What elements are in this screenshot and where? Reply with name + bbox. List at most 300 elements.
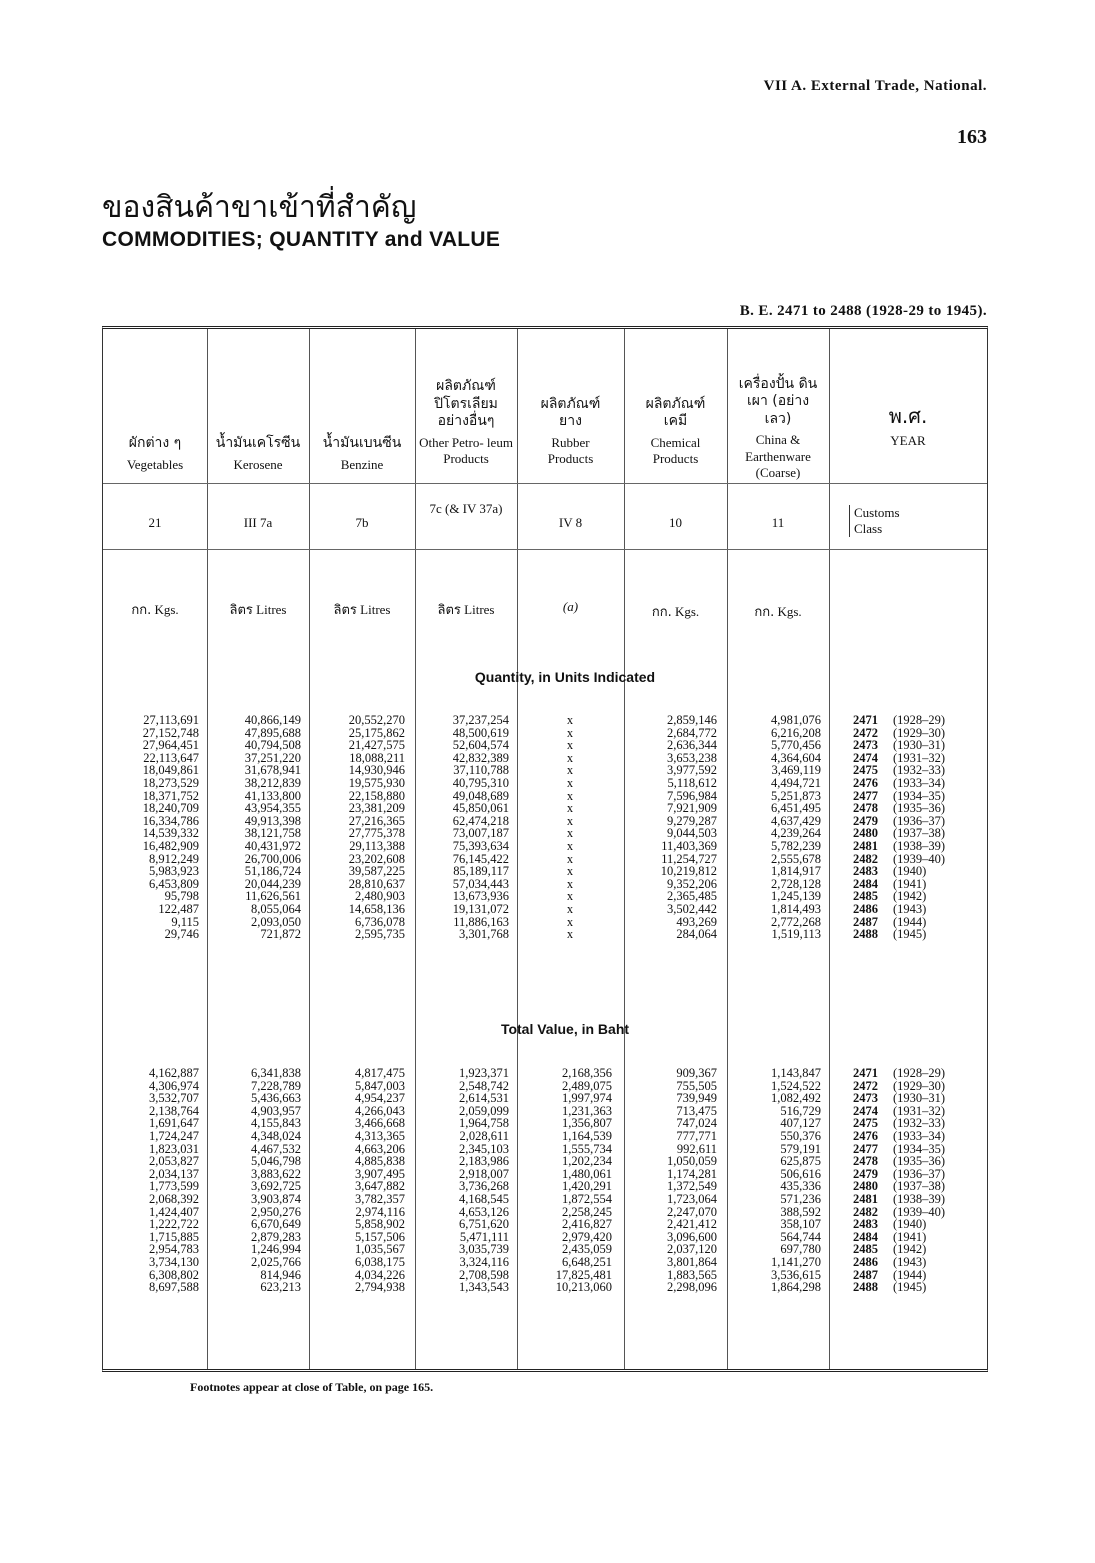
gregorian-year: (1941) <box>893 1229 927 1244</box>
year-range-note: B. E. 2471 to 2488 (1928-29 to 1945). <box>739 303 987 319</box>
table-cell: 5,847,003 <box>355 1078 405 1093</box>
table-cell: 26,700,006 <box>244 851 301 866</box>
table-cell: 6,453,809 <box>149 876 199 891</box>
table-cell: 697,780 <box>780 1242 821 1257</box>
table-cell: 3,734,130 <box>149 1254 199 1269</box>
gregorian-year: (1937–38) <box>893 826 946 841</box>
table-cell: 747,024 <box>676 1116 717 1131</box>
table-cell: 4,467,532 <box>251 1141 301 1156</box>
table-cell: 550,376 <box>780 1128 821 1143</box>
table-cell: 5,046,798 <box>251 1154 301 1169</box>
gregorian-year: (1939–40) <box>893 851 946 866</box>
value-other-petroleum-column <box>421 1067 509 1294</box>
quantity-benzine-column <box>317 714 405 941</box>
table-cell: 62,474,218 <box>452 813 509 828</box>
gregorian-year: (1944) <box>893 1267 927 1282</box>
table-cell: 41,133,800 <box>244 788 301 803</box>
table-cell: 6,038,175 <box>355 1254 405 1269</box>
buddhist-year: 2485 <box>853 1242 878 1257</box>
table-cell: 2,772,268 <box>771 914 821 929</box>
table-cell: 37,110,788 <box>453 763 509 778</box>
table-cell: 45,850,061 <box>452 801 509 816</box>
table-cell: 57,034,443 <box>452 876 509 891</box>
table-cell: 358,107 <box>780 1217 821 1232</box>
table-cell: 5,983,923 <box>149 864 199 879</box>
table-cell: 1,883,565 <box>667 1267 717 1282</box>
title-english: COMMODITIES; QUANTITY and VALUE <box>102 228 501 251</box>
table-cell: x <box>566 813 574 828</box>
table-cell: 1,143,847 <box>771 1066 821 1080</box>
gregorian-year: (1930–31) <box>893 1091 946 1106</box>
table-cell: 3,903,874 <box>251 1191 301 1206</box>
table-cell: x <box>566 788 574 803</box>
table-cell: 8,697,588 <box>149 1280 199 1295</box>
customs-class-code: III 7a <box>243 515 273 530</box>
table-cell: 9,115 <box>171 914 199 929</box>
table-cell: 4,494,721 <box>771 775 821 790</box>
table-cell: x <box>566 927 574 942</box>
column-header-english: Rubber Products <box>547 434 594 466</box>
table-cell: 5,782,239 <box>771 838 821 853</box>
column-header-kerosene <box>207 349 309 473</box>
gregorian-year: (1935–36) <box>893 801 946 816</box>
buddhist-year: 2476 <box>853 775 878 790</box>
unit-thai: ลิตร <box>229 603 253 618</box>
table-cell: 4,663,206 <box>355 1141 405 1156</box>
table-cell: 40,431,972 <box>244 838 301 853</box>
table-cell: 2,025,766 <box>251 1254 301 1269</box>
gregorian-year: (1945) <box>893 927 927 942</box>
gregorian-year: (1931–32) <box>893 750 946 765</box>
buddhist-year: 2487 <box>853 914 878 929</box>
customs-class-code: 7b <box>355 515 369 530</box>
table-cell: 27,775,378 <box>348 826 405 841</box>
gregorian-year: (1940) <box>893 1217 927 1232</box>
buddhist-year: 2485 <box>853 889 878 904</box>
table-cell: 18,273,529 <box>142 775 199 790</box>
table-cell: 3,653,238 <box>667 750 717 765</box>
table-cell: 493,269 <box>676 914 717 929</box>
table-cell: 47,895,688 <box>244 725 301 740</box>
table-cell: 6,736,078 <box>355 914 405 929</box>
column-header-english: Kerosene <box>233 456 283 472</box>
table-cell: 13,673,936 <box>452 889 509 904</box>
unit-label <box>309 599 415 620</box>
buddhist-year: 2474 <box>853 1103 878 1118</box>
table-cell: 5,858,902 <box>355 1217 405 1232</box>
table-cell: 1,231,363 <box>562 1103 612 1118</box>
column-header-english: Chemical Products <box>650 434 701 466</box>
table-cell: 4,903,957 <box>251 1103 301 1118</box>
unit-english: Kgs. <box>154 602 179 617</box>
table-cell: 3,324,116 <box>459 1254 509 1269</box>
value-kerosene-column <box>215 1067 301 1294</box>
table-cell: x <box>566 763 574 778</box>
table-cell: 2,258,245 <box>562 1204 612 1219</box>
buddhist-year: 2472 <box>853 1078 878 1093</box>
table-cell: 1,141,270 <box>771 1254 821 1269</box>
table-cell: 388,592 <box>780 1204 821 1219</box>
running-head: VII A. External Trade, National. <box>763 78 987 94</box>
column-rule <box>309 329 310 1369</box>
table-cell: x <box>566 864 574 879</box>
table-cell: 95,798 <box>164 889 199 904</box>
value-china-column <box>735 1067 821 1294</box>
gregorian-year: (1932–33) <box>893 763 946 778</box>
gregorian-year: (1931–32) <box>893 1103 946 1118</box>
column-header-thai: ผลิตภัณฑ์ เคมี <box>645 395 706 429</box>
table-cell: 4,364,604 <box>771 750 821 765</box>
table-cell: 2,954,783 <box>149 1242 199 1257</box>
gregorian-year: (1928–29) <box>893 1066 946 1080</box>
column-rule <box>517 329 518 1369</box>
table-cell: 1,222,722 <box>149 1217 199 1232</box>
column-header-rubber <box>517 343 624 467</box>
table-cell: 6,648,251 <box>562 1254 612 1269</box>
buddhist-year: 2480 <box>853 1179 878 1194</box>
table-cell: 3,532,707 <box>149 1091 199 1106</box>
table-cell: 9,044,503 <box>667 826 717 841</box>
table-cell: 435,336 <box>780 1179 821 1194</box>
table-cell: 37,251,220 <box>244 750 301 765</box>
table-cell: 1,691,647 <box>149 1116 199 1131</box>
table-cell: 4,239,264 <box>771 826 821 841</box>
table-cell: 1,164,539 <box>562 1128 612 1143</box>
table-cell: 39,587,225 <box>348 864 405 879</box>
table-cell: 2,068,392 <box>149 1191 199 1206</box>
table-cell: 1,424,407 <box>149 1204 199 1219</box>
table-cell: 10,213,060 <box>555 1280 612 1295</box>
gregorian-year: (1935–36) <box>893 1154 946 1169</box>
table-cell: 2,489,075 <box>562 1078 612 1093</box>
column-rule <box>727 329 728 1369</box>
table-cell: 73,007,187 <box>452 826 509 841</box>
table-cell: 28,810,637 <box>348 876 405 891</box>
table-cell: 2,595,735 <box>355 927 405 942</box>
buddhist-year: 2475 <box>853 763 878 778</box>
gregorian-year: (1929–30) <box>893 1078 946 1093</box>
column-header-english: China & Earthenware (Coarse) <box>745 432 811 480</box>
table-cell: 11,886,163 <box>453 914 509 929</box>
table-cell: 3,977,592 <box>667 763 717 778</box>
table-cell: 6,308,802 <box>149 1267 199 1282</box>
gregorian-year: (1942) <box>893 889 927 904</box>
table-cell: 2,365,485 <box>667 889 717 904</box>
table-cell: x <box>566 889 574 904</box>
table-cell: x <box>566 775 574 790</box>
unit-label <box>517 599 624 615</box>
table-cell: x <box>566 713 574 727</box>
buddhist-year: 2479 <box>853 1166 878 1181</box>
table-cell: 3,883,622 <box>251 1166 301 1181</box>
column-header-thai: น้ำมันเคโรซีน <box>215 435 301 452</box>
table-cell: 721,872 <box>260 927 301 942</box>
buddhist-year: 2478 <box>853 1154 878 1169</box>
table-cell: 37,237,254 <box>452 713 509 727</box>
table-cell: 27,964,451 <box>142 738 199 753</box>
column-rule <box>415 329 416 1369</box>
table-cell: 29,113,388 <box>349 838 405 853</box>
column-header-benzine <box>309 349 415 473</box>
gregorian-year: (1939–40) <box>893 1204 946 1219</box>
unit-label <box>103 599 207 620</box>
table-cell: 17,825,481 <box>555 1267 612 1282</box>
table-cell: 2,879,283 <box>251 1229 301 1244</box>
table-cell: 27,113,691 <box>143 713 199 727</box>
table-cell: 2,435,059 <box>562 1242 612 1257</box>
table-cell: 2,480,903 <box>355 889 405 904</box>
table-cell: 9,279,287 <box>667 813 717 828</box>
column-header-english: Vegetables <box>126 456 184 472</box>
gregorian-year: (1933–34) <box>893 775 946 790</box>
table-cell: 52,604,574 <box>452 738 509 753</box>
table-cell: 755,505 <box>676 1078 717 1093</box>
table-cell: x <box>566 826 574 841</box>
unit-thai: กก. <box>754 605 775 620</box>
unit-english: Litres <box>464 602 495 617</box>
table-cell: 49,913,398 <box>244 813 301 828</box>
table-cell: 713,475 <box>676 1103 717 1118</box>
table-cell: 40,794,508 <box>244 738 301 753</box>
table-cell: 1,864,298 <box>771 1280 821 1295</box>
table-cell: 2,979,420 <box>562 1229 612 1244</box>
table-cell: 38,212,839 <box>244 775 301 790</box>
buddhist-year: 2471 <box>853 713 878 727</box>
unit-thai: ลิตร <box>333 603 357 618</box>
column-header-thai: ผลิตภัณฑ์ ปิโตรเลียม อย่างอื่นๆ <box>434 378 498 429</box>
table-cell: 5,157,506 <box>355 1229 405 1244</box>
table-cell: 1,823,031 <box>149 1141 199 1156</box>
table-cell: 4,954,237 <box>355 1091 405 1106</box>
table-cell: 2,421,412 <box>667 1217 717 1232</box>
table-cell: 10,219,812 <box>660 864 717 879</box>
table-cell: x <box>566 838 574 853</box>
table-cell: 1,923,371 <box>459 1066 509 1080</box>
column-header-vegetables <box>103 349 207 473</box>
buddhist-year: 2484 <box>853 1229 878 1244</box>
table-cell: 2,053,827 <box>149 1154 199 1169</box>
buddhist-year: 2482 <box>853 851 878 866</box>
table-cell: 18,088,211 <box>349 750 405 765</box>
quantity-kerosene-column <box>215 714 301 941</box>
table-cell: 1,174,281 <box>667 1166 717 1181</box>
table-cell: 23,381,209 <box>348 801 405 816</box>
table-cell: 1,356,807 <box>562 1116 612 1131</box>
table-cell: x <box>566 876 574 891</box>
table-cell: 1,480,061 <box>562 1166 612 1181</box>
table-cell: 1,872,554 <box>562 1191 612 1206</box>
table-cell: 40,866,149 <box>244 713 301 727</box>
gregorian-year: (1934–35) <box>893 788 946 803</box>
buddhist-year: 2477 <box>853 788 878 803</box>
table-cell: 3,035,739 <box>459 1242 509 1257</box>
table-cell: 2,548,742 <box>459 1078 509 1093</box>
gregorian-year: (1937–38) <box>893 1179 946 1194</box>
column-header-thai: ผักต่าง ๆ <box>128 435 182 452</box>
table-cell: 4,637,429 <box>771 813 821 828</box>
table-cell: 3,782,357 <box>355 1191 405 1206</box>
column-rule <box>624 329 625 1369</box>
table-cell: 19,575,930 <box>348 775 405 790</box>
table-cell: 14,658,136 <box>348 901 405 916</box>
table-cell: 564,744 <box>780 1229 821 1244</box>
table-cell: 5,770,456 <box>771 738 821 753</box>
table-cell: 571,236 <box>780 1191 821 1206</box>
table-cell: 623,213 <box>260 1280 301 1295</box>
buddhist-year: 2486 <box>853 1254 878 1269</box>
table-cell: 1,246,994 <box>251 1242 301 1257</box>
table-cell: 284,064 <box>676 927 717 942</box>
table-cell: 2,859,146 <box>667 713 717 727</box>
column-header-other-petroleum <box>415 343 517 467</box>
table-cell: 27,216,365 <box>348 813 405 828</box>
buddhist-year: 2480 <box>853 826 878 841</box>
table-cell: 11,254,727 <box>661 851 717 866</box>
customs-class-code: 21 <box>148 515 162 530</box>
table-cell: 2,974,116 <box>355 1204 405 1219</box>
table-cell: 2,183,986 <box>459 1154 509 1169</box>
unit-thai: ลิตร <box>437 603 461 618</box>
customs-class-label: Customs Class <box>849 505 924 537</box>
table-cell: 1,524,522 <box>771 1078 821 1093</box>
value-vegetables-column <box>111 1067 199 1294</box>
quantity-vegetables-column <box>111 714 199 941</box>
column-header-english: YEAR <box>890 432 926 448</box>
table-cell: 1,723,064 <box>667 1191 717 1206</box>
unit-label <box>415 599 517 620</box>
column-header-china-earthenware <box>727 337 829 481</box>
column-header-year <box>829 349 987 449</box>
table-cell: 2,028,611 <box>459 1128 509 1143</box>
table-cell: 814,946 <box>260 1267 301 1282</box>
table-cell: 2,950,276 <box>251 1204 301 1219</box>
table-cell: 2,093,050 <box>251 914 301 929</box>
unit-english: Litres <box>256 602 287 617</box>
column-header-thai: น้ำมันเบนซีน <box>322 435 402 452</box>
unit-english: Kgs. <box>674 604 700 619</box>
table-cell: 4,653,126 <box>459 1204 509 1219</box>
table-cell: 4,313,365 <box>355 1128 405 1143</box>
value-rubber-column <box>524 1067 612 1294</box>
gregorian-year: (1930–31) <box>893 738 946 753</box>
customs-class-code: 10 <box>669 515 682 530</box>
table-cell: 5,436,663 <box>251 1091 301 1106</box>
table-cell: x <box>566 851 574 866</box>
table-cell: 3,536,615 <box>771 1267 821 1282</box>
column-rule <box>207 329 208 1369</box>
table-cell: x <box>566 914 574 929</box>
table-cell: 40,795,310 <box>452 775 509 790</box>
table-cell: 516,729 <box>780 1103 821 1118</box>
table-cell: 1,964,758 <box>459 1116 509 1131</box>
table-cell: 9,352,206 <box>667 876 717 891</box>
table-cell: 1,050,059 <box>667 1154 717 1169</box>
table-cell: 1,724,247 <box>149 1128 199 1143</box>
table-cell: 2,059,099 <box>459 1103 509 1118</box>
table-cell: 4,155,843 <box>251 1116 301 1131</box>
table-cell: 16,482,909 <box>142 838 199 853</box>
buddhist-year: 2481 <box>853 1191 878 1206</box>
column-header-thai: ผลิตภัณฑ์ ยาง <box>540 395 601 429</box>
buddhist-year: 2481 <box>853 838 878 853</box>
table-cell: 1,715,885 <box>149 1229 199 1244</box>
customs-class-code: 7c (& IV 37a) <box>429 501 503 516</box>
column-header-chemical <box>624 343 727 467</box>
gregorian-year: (1940) <box>893 864 927 879</box>
gregorian-year: (1933–34) <box>893 1128 946 1143</box>
column-header-english: Other Petro- leum Products <box>419 434 513 466</box>
unit-english: Kgs. <box>777 604 802 619</box>
table-cell: 3,801,864 <box>667 1254 717 1269</box>
gregorian-year: (1929–30) <box>893 725 946 740</box>
gregorian-year: (1943) <box>893 1254 927 1269</box>
table-cell: x <box>566 901 574 916</box>
table-cell: 85,189,117 <box>453 864 509 879</box>
table-cell: 7,921,909 <box>667 801 717 816</box>
table-cell: 2,555,678 <box>771 851 821 866</box>
table-cell: 21,427,575 <box>348 738 405 753</box>
trade-table <box>102 326 988 1372</box>
table-cell: 4,817,475 <box>355 1066 405 1080</box>
table-cell: 31,678,941 <box>244 763 301 778</box>
gregorian-year: (1943) <box>893 901 927 916</box>
table-cell: 3,469,119 <box>771 763 821 778</box>
table-cell: 1,814,493 <box>771 901 821 916</box>
table-cell: x <box>566 725 574 740</box>
table-cell: 5,118,612 <box>667 775 717 790</box>
table-cell: 1,814,917 <box>771 864 821 879</box>
value-year-column <box>853 1067 945 1294</box>
table-cell: 6,751,620 <box>459 1217 509 1232</box>
table-cell: x <box>566 801 574 816</box>
customs-class-code: 11 <box>771 515 785 530</box>
table-cell: 2,416,827 <box>562 1217 612 1232</box>
quantity-other-petroleum-column <box>421 714 509 941</box>
buddhist-year: 2487 <box>853 1267 878 1282</box>
table-cell: 38,121,758 <box>244 826 301 841</box>
table-cell: 2,636,344 <box>667 738 717 753</box>
gregorian-year: (1938–39) <box>893 1191 946 1206</box>
table-cell: 3,736,268 <box>459 1179 509 1194</box>
table-cell: 579,191 <box>780 1141 821 1156</box>
table-cell: 506,616 <box>780 1166 821 1181</box>
table-cell: 11,403,369 <box>661 838 717 853</box>
buddhist-year: 2473 <box>853 1091 878 1106</box>
value-benzine-column <box>317 1067 405 1294</box>
buddhist-year: 2483 <box>853 864 878 879</box>
buddhist-year: 2473 <box>853 738 878 753</box>
table-cell: 18,371,752 <box>142 788 199 803</box>
table-cell: 4,034,226 <box>355 1267 405 1282</box>
buddhist-year: 2484 <box>853 876 878 891</box>
unit-label <box>207 599 309 620</box>
buddhist-year: 2476 <box>853 1128 878 1143</box>
year-cell <box>853 1281 945 1294</box>
table-cell: 1,343,543 <box>459 1280 509 1295</box>
table-cell: 18,240,709 <box>142 801 199 816</box>
table-cell: 4,168,545 <box>459 1191 509 1206</box>
table-cell: 3,502,442 <box>667 901 717 916</box>
buddhist-year: 2471 <box>853 1066 878 1080</box>
table-cell: 7,228,789 <box>251 1078 301 1093</box>
table-cell: 75,393,634 <box>452 838 509 853</box>
table-cell: 122,487 <box>158 901 199 916</box>
table-cell: 25,175,862 <box>348 725 405 740</box>
table-cell: 4,348,024 <box>251 1128 301 1143</box>
table-cell: 11,626,561 <box>245 889 301 904</box>
table-cell: 2,037,120 <box>667 1242 717 1257</box>
table-cell: 2,034,137 <box>149 1166 199 1181</box>
